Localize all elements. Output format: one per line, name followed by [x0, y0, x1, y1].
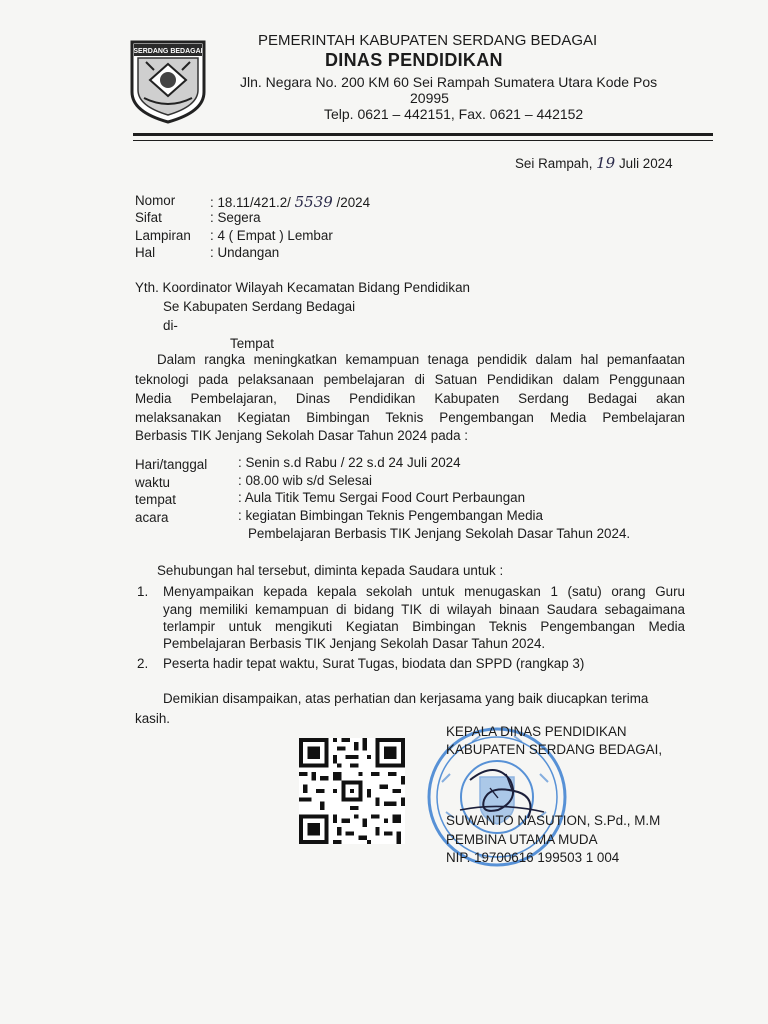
nomor-suffix: /2024: [332, 195, 371, 210]
letter-date: [515, 154, 673, 172]
signatory-title-1: KEPALA DINAS PENDIDIKAN: [446, 724, 627, 739]
signatory-nip: NIP. 19700616 199503 1 004: [446, 850, 620, 865]
intro-line-1: Dalam rangka meningkatkan kemampuan tenaga pendidik dalam hal pemanfaatan: [157, 352, 685, 367]
verification-qr-code: [296, 738, 408, 844]
detail-value-event: : kegiatan Bimbingan Teknis Pengembangan Media: [238, 508, 543, 523]
meta-value-hal: : Undangan: [210, 245, 280, 260]
detail-label-event: acara: [135, 510, 169, 525]
item-2-number: 2.: [137, 656, 149, 671]
nomor-handwritten: 5539: [294, 193, 333, 211]
detail-value-time: : 08.00 wib s/d Selesai: [238, 473, 372, 488]
item-1-line-3: terlampir untuk mengikuti Kegiatan Bimbingan Teknis Pengembangan Media: [163, 619, 685, 634]
intro-line-2: teknologi pada pelaksanaan pembelajaran di Satuan Pendidikan dalam Penggunaan: [135, 372, 685, 387]
recipient-line-4: Tempat: [230, 336, 274, 351]
item-1-line-1: Menyampaikan kepada kepala sekolah untuk menugaskan 1 (satu) orang Guru: [163, 584, 685, 599]
meta-value-sifat: : Segera: [210, 210, 261, 225]
date-month-year: Juli 2024: [618, 156, 673, 171]
detail-value-place: : Aula Titik Temu Sergai Food Court Perbaungan: [238, 490, 526, 505]
intro-line-5: Berbasis TIK Jenjang Sekolah Dasar Tahun 2024 pada :: [135, 428, 469, 443]
detail-label-date: Hari/tanggal: [135, 457, 208, 472]
header-rule-thick: [133, 133, 713, 136]
meta-value-nomor: [210, 193, 370, 211]
header-rule-thin: [133, 140, 713, 141]
detail-value-date: : Senin s.d Rabu / 22 s.d 24 Juli 2024: [238, 455, 461, 470]
recipient-line-1: Yth. Koordinator Wilayah Kecamatan Bidang Pendidikan: [135, 280, 470, 295]
meta-value-lampiran: : 4 ( Empat ) Lembar: [210, 228, 333, 243]
closing-line-2: kasih.: [135, 711, 170, 726]
gov-name: PEMERINTAH KABUPATEN SERDANG BEDAGAI: [258, 32, 598, 49]
regency-emblem: [128, 40, 208, 124]
date-place: Sei Rampah,: [515, 156, 597, 171]
meta-label-lampiran: Lampiran: [135, 228, 191, 243]
agency-postcode: 20995: [410, 90, 449, 106]
agency-contact: Telp. 0621 – 442151, Fax. 0621 – 442152: [324, 106, 584, 122]
emblem-label: SERDANG BEDAGAI: [133, 48, 203, 55]
date-day-handwritten: 19: [596, 154, 616, 172]
signatory-name: SUWANTO NASUTION, S.Pd., M.M: [446, 813, 661, 828]
meta-label-sifat: Sifat: [135, 210, 162, 225]
recipient-line-3: di-: [163, 318, 178, 333]
item-1-number: 1.: [137, 584, 149, 599]
closing-line-1: Demikian disampaikan, atas perhatian dan kerjasama yang baik diucapkan terima: [163, 691, 649, 706]
request-intro: Sehubungan hal tersebut, diminta kepada Saudara untuk :: [157, 563, 504, 578]
item-1-line-4: Pembelajaran Berbasis TIK Jenjang Sekolah Dasar Tahun 2024.: [163, 636, 546, 651]
meta-label-nomor: Nomor: [135, 193, 176, 208]
detail-value-event-cont: Pembelajaran Berbasis TIK Jenjang Sekolah Dasar Tahun 2024.: [248, 526, 631, 541]
agency-address: Jln. Negara No. 200 KM 60 Sei Rampah Sumatera Utara Kode Pos: [240, 74, 658, 90]
signatory-rank: PEMBINA UTAMA MUDA: [446, 832, 598, 847]
item-2-line-1: Peserta hadir tepat waktu, Surat Tugas, biodata dan SPPD (rangkap 3): [163, 656, 585, 671]
item-1-line-2: yang memiliki kemampuan di bidang TIK di wilayah binaan Saudara sebagaimana: [163, 602, 685, 617]
detail-label-time: waktu: [135, 475, 170, 490]
intro-line-3: Media Pembelajaran, Dinas Pendidikan Kabupaten Serdang Bedagai akan: [135, 391, 685, 406]
recipient-line-2: Se Kabupaten Serdang Bedagai: [163, 299, 356, 314]
agency-name: DINAS PENDIDIKAN: [325, 50, 503, 70]
signatory-title-2: KABUPATEN SERDANG BEDAGAI,: [446, 742, 663, 757]
nomor-prefix: : 18.11/421.2/: [210, 195, 295, 210]
intro-line-4: melaksanakan Kegiatan Bimbingan Teknis Pengembangan Media Pembelajaran: [135, 410, 685, 425]
detail-label-place: tempat: [135, 492, 176, 507]
meta-label-hal: Hal: [135, 245, 156, 260]
